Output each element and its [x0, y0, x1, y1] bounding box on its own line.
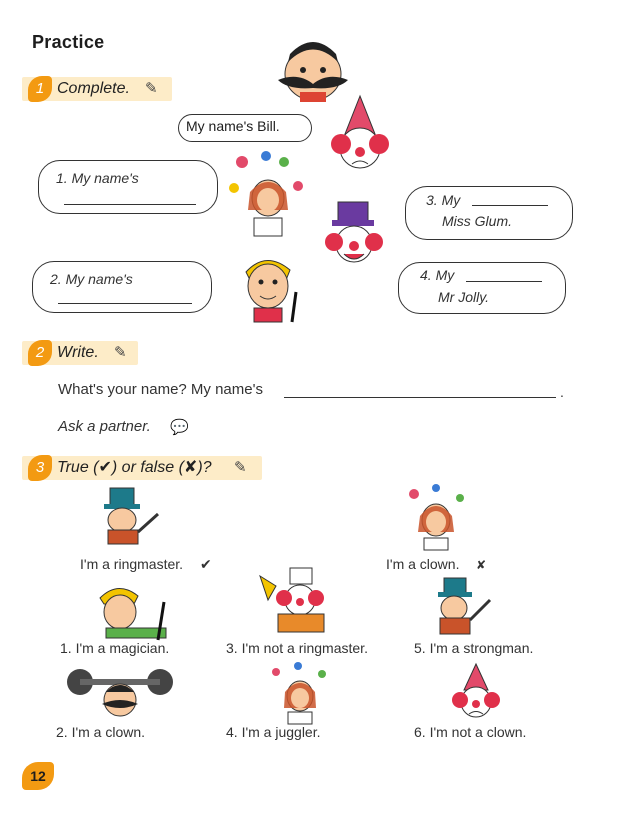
- ex3-item-3: 3. I'm not a ringmaster.: [226, 640, 368, 656]
- exercise3-instruction: True (✔) or false (✘)?: [57, 459, 212, 476]
- bubble2-answer-line[interactable]: [58, 303, 192, 304]
- page-title: Practice: [32, 32, 105, 52]
- ex3-example2-text: I'm a clown.: [386, 556, 460, 572]
- juggler-girl-small-illustration: [264, 662, 340, 726]
- ex3-item-6: 6. I'm not a clown.: [414, 724, 527, 740]
- speech-bubble-icon: 💬: [170, 419, 189, 436]
- ringmaster-illustration: [88, 488, 166, 546]
- sad-clown-small-illustration: [446, 664, 516, 724]
- trumpet-clown-illustration: [254, 566, 350, 634]
- clown-girl-juggler-illustration: [400, 484, 476, 552]
- speech-bubble-2: [32, 261, 212, 313]
- ex3-example1-text: I'm a ringmaster.: [80, 556, 184, 572]
- juggler-girl-illustration: [226, 152, 316, 242]
- page-number: 12: [22, 762, 54, 790]
- ex2-answer-line[interactable]: [284, 397, 556, 398]
- happy-clown-illustration: [320, 192, 390, 277]
- ex3-item-5: 5. I'm a strongman.: [414, 640, 534, 656]
- bubble3-line2: Miss Glum.: [442, 213, 512, 229]
- ex3-item-1: 1. I'm a magician.: [60, 640, 170, 656]
- example-bubble-text: My name's Bill.: [186, 118, 280, 134]
- speech-bubble-1: [38, 160, 218, 214]
- ex2-period: .: [560, 384, 564, 400]
- strongman-illustration: [268, 32, 358, 102]
- sad-clown-illustration: [325, 96, 395, 181]
- pencil-icon: ✎: [114, 344, 127, 361]
- cross-icon: ✘: [476, 558, 487, 572]
- exercise2-number: 2: [28, 340, 52, 366]
- bubble1-text: 1. My name's: [56, 170, 139, 186]
- exercise1-instruction: Complete.: [57, 80, 130, 97]
- ex2-question: What's your name? My name's: [58, 381, 263, 398]
- tick-icon: ✔: [200, 556, 212, 572]
- bubble4-line2: Mr Jolly.: [438, 289, 490, 305]
- magician-boy-illustration: [236, 252, 306, 324]
- exercise2-instruction: Write.: [57, 344, 99, 361]
- exercise1-number: 1: [28, 76, 52, 102]
- pencil-icon: ✎: [234, 459, 247, 476]
- bubble3-answer-line[interactable]: [472, 205, 548, 206]
- bubble4-line1: 4. My: [420, 267, 455, 283]
- ex2-ask-partner: Ask a partner.: [58, 418, 151, 435]
- bubble3-line1: 3. My: [426, 192, 461, 208]
- strongman-weights-illustration: [66, 664, 174, 724]
- ringmaster-small-illustration: [418, 578, 498, 638]
- magician-boy-small-illustration: [84, 582, 180, 642]
- bubble2-text: 2. My name's: [50, 271, 133, 287]
- exercise3-number: 3: [28, 455, 52, 481]
- bubble1-answer-line[interactable]: [64, 204, 196, 205]
- pencil-icon: ✎: [145, 80, 158, 97]
- ex3-item-4: 4. I'm a juggler.: [226, 724, 321, 740]
- bubble4-answer-line[interactable]: [466, 281, 542, 282]
- ex3-item-2: 2. I'm a clown.: [56, 724, 146, 740]
